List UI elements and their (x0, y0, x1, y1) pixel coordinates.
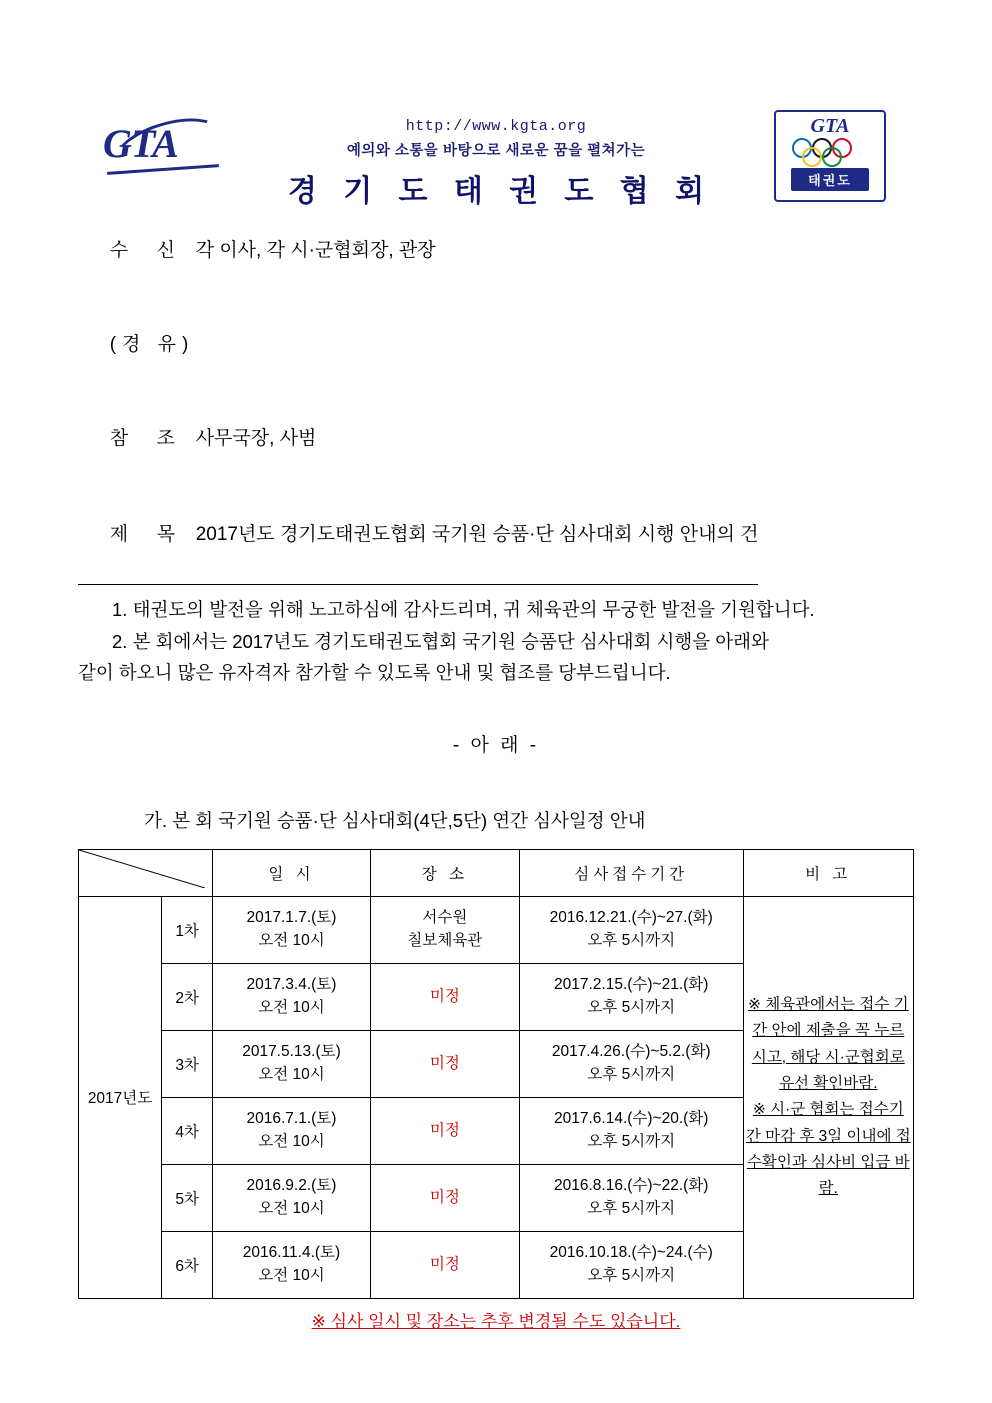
row-period-line1: 2017.6.14.(수)~20.(화) (553, 1110, 709, 1128)
cc-value: 사무국장, 사범 (195, 428, 317, 450)
row-period-line1: 2016.8.16.(수)~22.(화) (553, 1177, 709, 1195)
table-note-cell (743, 896, 913, 1298)
row-period-line2: 오후 5시까지 (587, 1065, 676, 1083)
body-item-2-continued: 같이 하오니 많은 유자격자 참가할 수 있도록 안내 및 협조를 당부드립니다. (78, 662, 671, 684)
section-title-a: 가. 본 회 국기원 승품·단 심사대회(4단,5단) 연간 심사일정 안내 (144, 809, 646, 831)
row-date-line1: 2017.1.7.(토) (246, 909, 337, 927)
olympic-rings-icon (784, 138, 876, 164)
row-period-line2: 오후 5시까지 (587, 1132, 676, 1150)
row-date-line1: 2017.5.13.(토) (242, 1043, 341, 1061)
header-period: 심사접수기간 (519, 849, 743, 896)
year-label: 2017년도 (79, 896, 162, 1298)
row-round: 1차 (162, 896, 213, 963)
org-title: 경 기 도 태 권 도 협 회 (287, 175, 714, 208)
row-date (213, 1231, 371, 1298)
org-slogan: 예의와 소통을 바탕으로 새로운 꿈을 펼쳐가는 (346, 143, 646, 159)
row-place: 미정 (370, 1030, 519, 1097)
row-date-line2: 오전 10시 (258, 1132, 325, 1150)
table-footnote: ※ 심사 일시 및 장소는 추후 변경될 수도 있습니다. (311, 1311, 681, 1331)
cc-label: 참 조 (109, 428, 181, 450)
row-period (519, 1231, 743, 1298)
row-round: 6차 (162, 1231, 213, 1298)
row-date-line2: 오전 10시 (258, 1266, 325, 1284)
table-note-1: ※ 체육관에서는 접수 기간 안에 제출을 꼭 누르시고, 해당 시·군협회로 유선 확인바람. (747, 996, 909, 1093)
row-round: 3차 (162, 1030, 213, 1097)
row-round: 5차 (162, 1164, 213, 1231)
schedule-table (78, 849, 914, 1299)
table-row (79, 896, 914, 963)
row-date (213, 1164, 371, 1231)
website-url: http://www.kgta.org (405, 118, 587, 135)
row-date-line2: 오전 10시 (258, 998, 325, 1016)
arae-divider: - 아 래 - (452, 734, 540, 756)
row-period (519, 896, 743, 963)
row-place: 미정 (370, 1164, 519, 1231)
body-item-2: 2. 본 회에서는 2017년도 경기도태권도협회 국기원 승품단 심사대회 시행을 아래와 (112, 630, 769, 652)
row-place: 미정 (370, 1097, 519, 1164)
header-place: 장 소 (370, 849, 519, 896)
row-period-line1: 2017.4.26.(수)~5.2.(화) (551, 1043, 711, 1061)
recipient-value: 각 이사, 각 시·군협회장, 관장 (195, 240, 436, 262)
row-period-line2: 오후 5시까지 (587, 998, 676, 1016)
emblem-gta-text: GTA (810, 115, 850, 137)
row-date-line2: 오전 10시 (258, 931, 325, 949)
kgta-logo-left-icon (103, 120, 223, 180)
header-date: 일 시 (213, 849, 371, 896)
ring-yellow-icon (802, 147, 822, 167)
kgta-emblem-right-icon (774, 110, 886, 202)
row-date-line1: 2016.11.4.(토) (242, 1244, 341, 1262)
ring-green-icon (822, 147, 842, 167)
table-corner-cell (79, 849, 213, 896)
row-period-line2: 오후 5시까지 (587, 1266, 676, 1284)
row-period-line2: 오후 5시까지 (587, 931, 676, 949)
body-item-1: 1. 태권도의 발전을 위해 노고하심에 감사드리며, 귀 체육관의 무궁한 발전을 기원합니다. (112, 599, 815, 621)
row-period (519, 1164, 743, 1231)
row-round: 4차 (162, 1097, 213, 1164)
table-note-2: ※ 시·군 협회는 접수기간 마감 후 3일 이내에 접수확인과 심사비 입금 바람. (745, 1101, 911, 1198)
document-header (78, 0, 914, 208)
row-date-line1: 2016.9.2.(토) (246, 1177, 337, 1195)
row-date (213, 1030, 371, 1097)
row-date (213, 1097, 371, 1164)
subject-value: 2017년도 경기도태권도협회 국기원 승품·단 심사대회 시행 안내의 건 (195, 524, 759, 546)
row-date-line1: 2016.7.1.(토) (246, 1110, 337, 1128)
via-row (78, 298, 914, 392)
logo-left-text: GTA (103, 121, 178, 166)
row-date-line2: 오전 10시 (258, 1065, 325, 1083)
row-period-line1: 2016.10.18.(수)~24.(수) (549, 1244, 713, 1262)
row-place-line2: 칠보체육관 (407, 931, 483, 949)
row-place-line1: 서수원 (422, 909, 468, 927)
row-date (213, 963, 371, 1030)
diagonal-divider-icon (79, 850, 212, 896)
row-period (519, 1030, 743, 1097)
recipient-label: 수 신 (109, 240, 181, 262)
row-period (519, 1097, 743, 1164)
row-date (213, 896, 371, 963)
row-period-line2: 오후 5시까지 (587, 1199, 676, 1217)
row-period-line1: 2016.12.21.(수)~27.(화) (549, 909, 713, 927)
row-date-line1: 2017.3.4.(토) (246, 976, 337, 994)
row-period-line1: 2017.2.15.(수)~21.(화) (553, 976, 709, 994)
subject-row (78, 488, 758, 585)
row-place: 미정 (370, 963, 519, 1030)
row-place: 미정 (370, 1231, 519, 1298)
row-date-line2: 오전 10시 (258, 1199, 325, 1217)
subject-label: 제 목 (109, 524, 181, 546)
row-round: 2차 (162, 963, 213, 1030)
emblem-band-label: 태권도 (791, 168, 869, 191)
address-block (78, 204, 914, 585)
row-period (519, 963, 743, 1030)
body-paragraphs (78, 595, 914, 688)
recipient-row (78, 204, 914, 298)
cc-row (78, 392, 914, 486)
table-header-row (79, 849, 914, 896)
row-place (370, 896, 519, 963)
header-note: 비 고 (743, 849, 913, 896)
via-label: (경 유) (109, 334, 195, 356)
